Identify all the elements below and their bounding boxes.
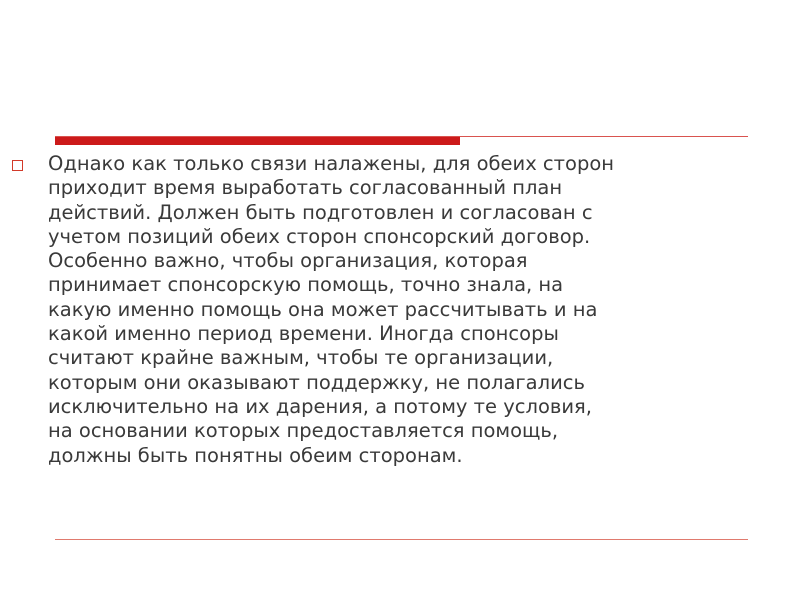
bottom-divider bbox=[55, 539, 748, 540]
hollow-square-bullet-icon bbox=[12, 160, 23, 171]
slide-body-text: Однако как только связи налажены, для обеих сторон приходит время выработать согласованный план действий. Должен быть подготовлен и согласован с учетом позиций обеих сторон спонсорский договор. Особенно важно, чтобы организация, которая принимает спонсорскую помощь, точно знала, на какую именно помощь она может рассчитывать и на какой именно период времени. Иногда спонсоры считают крайне важным, чтобы те организации, которым они оказывают поддержку, не полагались исключительно на их дарения, а потому те условия, на основании которых предоставляется помощь, должны быть понятны обеим сторонам. bbox=[48, 152, 615, 467]
top-divider-accent-bar bbox=[55, 137, 460, 145]
